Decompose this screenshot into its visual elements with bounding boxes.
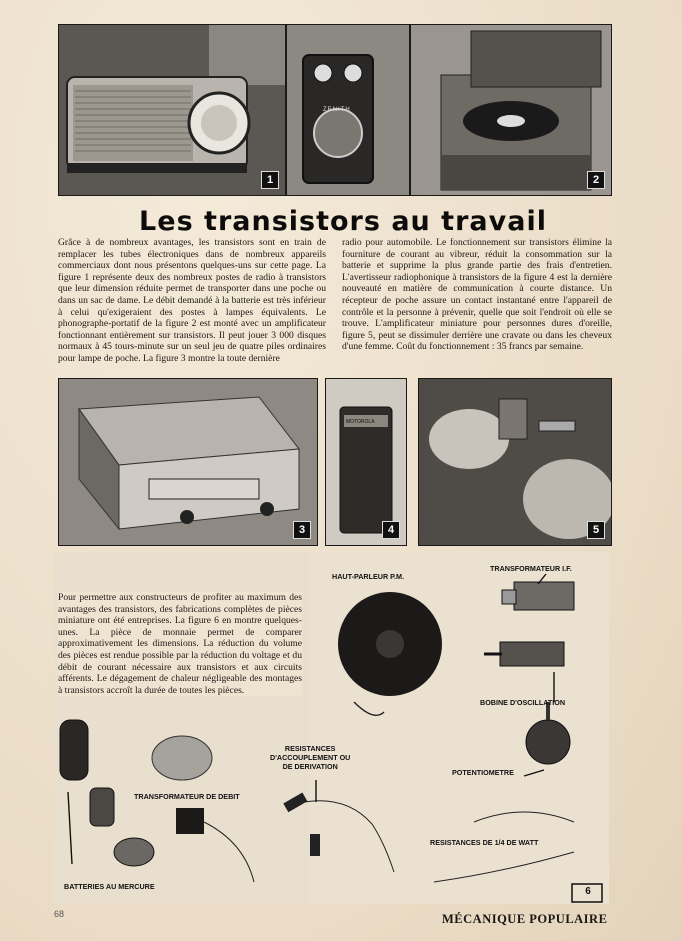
label-batteries-mercure: BATTERIES AU MERCURE — [64, 882, 155, 891]
pocket-radios-illustration — [59, 25, 285, 195]
figure-1-number: 1 — [261, 171, 279, 189]
label-resistances-line1: RESISTANCES — [284, 744, 336, 753]
zenith-label: ZENITH — [323, 107, 351, 113]
label-potentiometre: POTENTIOMETRE — [452, 768, 514, 777]
figure-3-photo — [58, 378, 318, 546]
figure-2-photo — [410, 24, 612, 196]
hearing-aid-illustration — [419, 379, 611, 545]
figure-4-photo — [325, 378, 407, 546]
figure-1-photo — [58, 24, 286, 196]
article-title: Les transistors au travail — [139, 206, 547, 237]
label-resistances-line3: DE DERIVATION — [282, 762, 338, 771]
motorola-label: MOTOROLA — [346, 419, 375, 425]
portable-phonograph-illustration — [411, 25, 611, 195]
figure-4-number: 4 — [382, 521, 400, 539]
label-bobine-oscillation: BOBINE D'OSCILLATION — [480, 698, 566, 707]
page-number: 68 — [54, 909, 65, 919]
car-radio-illustration — [59, 379, 317, 545]
figure-5-number: 5 — [587, 521, 605, 539]
figure-6-number: 6 — [585, 886, 591, 897]
label-transformateur-debit: TRANSFORMATEUR DE DEBIT — [134, 792, 240, 801]
figure-2-number: 2 — [587, 171, 605, 189]
article-column-2: radio pour automobile. Le fonctionnement sur transistors élimine la fourniture de courant au vibreur, réduit la consommation sur la batterie et supprime la plus grande partie des frais d'entretien. L'avertisseur radiophonique à transistors de la figure 4 est la dernière nouveauté en matière de communication à courte distance. Un récepteur de poche assure un contact instantané entre l'appareil de contrôle et la personne à prévenir, quelle que soit l'endroit où elle se trouve. L'amplificateur miniature pour personnes dures d'oreille, figure 5, peut se dissimuler derrière une cravate ou dans les cheveux d'une femme. Coût du fonctionnement : 35 francs par semaine. — [342, 237, 612, 353]
label-resistances — [270, 744, 350, 771]
article-column-1: Grâce à de nombreux avantages, les transistors sont en train de remplacer les tubes électroniques dans de nombreux appareils commerciaux dont nous présentons quelques-uns sur cette page. La figure 1 représente deux des nombreux postes de radio à transistors que leur dimension réduite permet de transporter dans une poche ou dans un sac de dame. Le débit demandé à la batterie est très inférieur à celui qu'exigeraient des postes à lampes équivalents. Le phonographe-portatif de la figure 2 est monté avec un amplificateur fonctionnant entièrement sur transistors. Il peut jouer 3 000 disques normaux à 45 tours-minute sur un seul jeu de quatre piles ordinaires pour lampe de poche. La figure 3 montre la toute dernière — [58, 237, 326, 364]
label-transformateur-if: TRANSFORMATEUR I.F. — [490, 564, 572, 573]
label-resistances-line2: D'ACCOUPLEMENT OU — [270, 753, 351, 762]
label-resistances-watt: RESISTANCES DE 1/4 DE WATT — [430, 838, 539, 847]
label-haut-parleur: HAUT-PARLEUR P.M. — [332, 572, 405, 581]
magazine-name: MÉCANIQUE POPULAIRE — [442, 912, 608, 926]
figure-1b-photo — [286, 24, 410, 196]
figure-3-number: 3 — [293, 521, 311, 539]
section-2-body: Pour permettre aux constructeurs de profiter au maximum des avantages des transistors, des fabrications complètes de pièces miniature ont été entreprises. La figure 6 en montre quelques-unes. La pièce de monnaie permet de comparer approximativement les dimensions. La réduction du volume des pièces est rendue possible par la réduction du voltage et du débit de courant nécessaire aux transistors et aux circuits afférents. Le dégagement de chaleur négligeable des montages à transistors accroît la durée de toutes les pièces. — [58, 592, 302, 696]
figure-5-photo — [418, 378, 612, 546]
